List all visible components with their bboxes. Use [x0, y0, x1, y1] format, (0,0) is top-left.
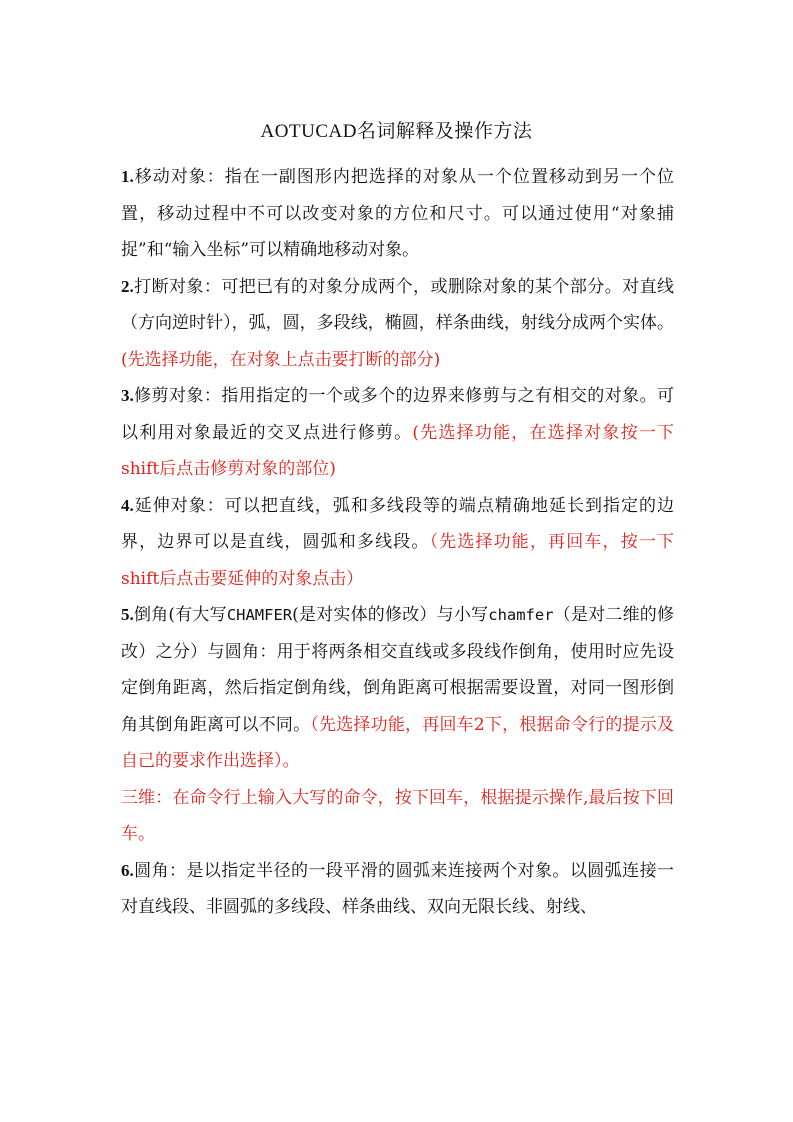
operation-note: （先选择功能，再回车2下，根据命令行的提示及自己的要求作出选择）。 [121, 714, 674, 771]
item-text: (是对实体的修改）与小写 [292, 605, 489, 625]
item-text: 修剪对象：指用指定的一个或多个的边界来修剪与之有相交的对象。可以利用对象最近的交叉点进行修剪。 [121, 386, 674, 443]
item-number: 3. [121, 386, 134, 405]
item-number: 1. [121, 167, 134, 186]
item-text: 延伸对象：可以把直线，弧和多线段等的端点精确地延长到指定的边界，边界可以是直线，圆弧和多线段。 [121, 495, 674, 552]
operation-note: (先选择功能，在选择对象按一下shift后点击修剪对象的部位) [121, 422, 675, 479]
paragraph-item-1 [121, 159, 674, 269]
item-text: （是对二维的修改）之分）与圆角：用于将两条相交直线或多段线作倒角，使用时应先设定倒角距离，然后指定倒角线，倒角距离可根据需要设置，对同一图形倒角其倒角距离可以不同。 [121, 605, 674, 735]
page-title: AOTUCAD名词解释及操作方法 [260, 121, 533, 142]
paragraph-item-6 [121, 853, 674, 926]
document-body [121, 159, 674, 926]
item-number: 5. [121, 605, 134, 624]
paragraph-item-3 [121, 378, 674, 488]
paragraph-3d-note: 三维：在命令行上输入大写的命令，按下回车，根据提示操作,最后按下回车。 [121, 787, 674, 844]
paragraph-item-4 [121, 488, 674, 598]
operation-note: (先选择功能，在对象上点击要打断的部分) [121, 349, 441, 370]
operation-note: （先选择功能，再回车，按一下shift后点击要延伸的对象点击） [121, 532, 675, 589]
paragraph-item-2 [121, 269, 674, 379]
command-name-lower: chamfer [488, 606, 554, 624]
paragraph-item-5 [121, 597, 674, 780]
item-text: 移动对象：指在一副图形内把选择的对象从一个位置移动到另一个位置，移动过程中不可以改变对象的方位和尺寸。可以通过使用“对象捕捉”和“输入坐标”可以精确地移动对象。 [121, 167, 674, 260]
item-number: 6. [121, 860, 134, 880]
item-text: 圆角：是以指定半径的一段平滑的圆弧来连接两个对象。以圆弧连接一对直线段、非圆弧的多线段、样条曲线、双向无限长线、射线、 [121, 860, 674, 917]
item-number: 4. [121, 495, 134, 515]
item-text: 打断对象：可把已有的对象分成两个，或删除对象的某个部分。对直线（方向逆时针），弧，圆，多段线，椭圆，样条曲线，射线分成两个实体。 [121, 276, 674, 333]
command-name-upper: CHAMFER [226, 606, 293, 624]
item-number: 2. [121, 276, 134, 296]
item-text: 倒角(有大写 [133, 605, 227, 625]
